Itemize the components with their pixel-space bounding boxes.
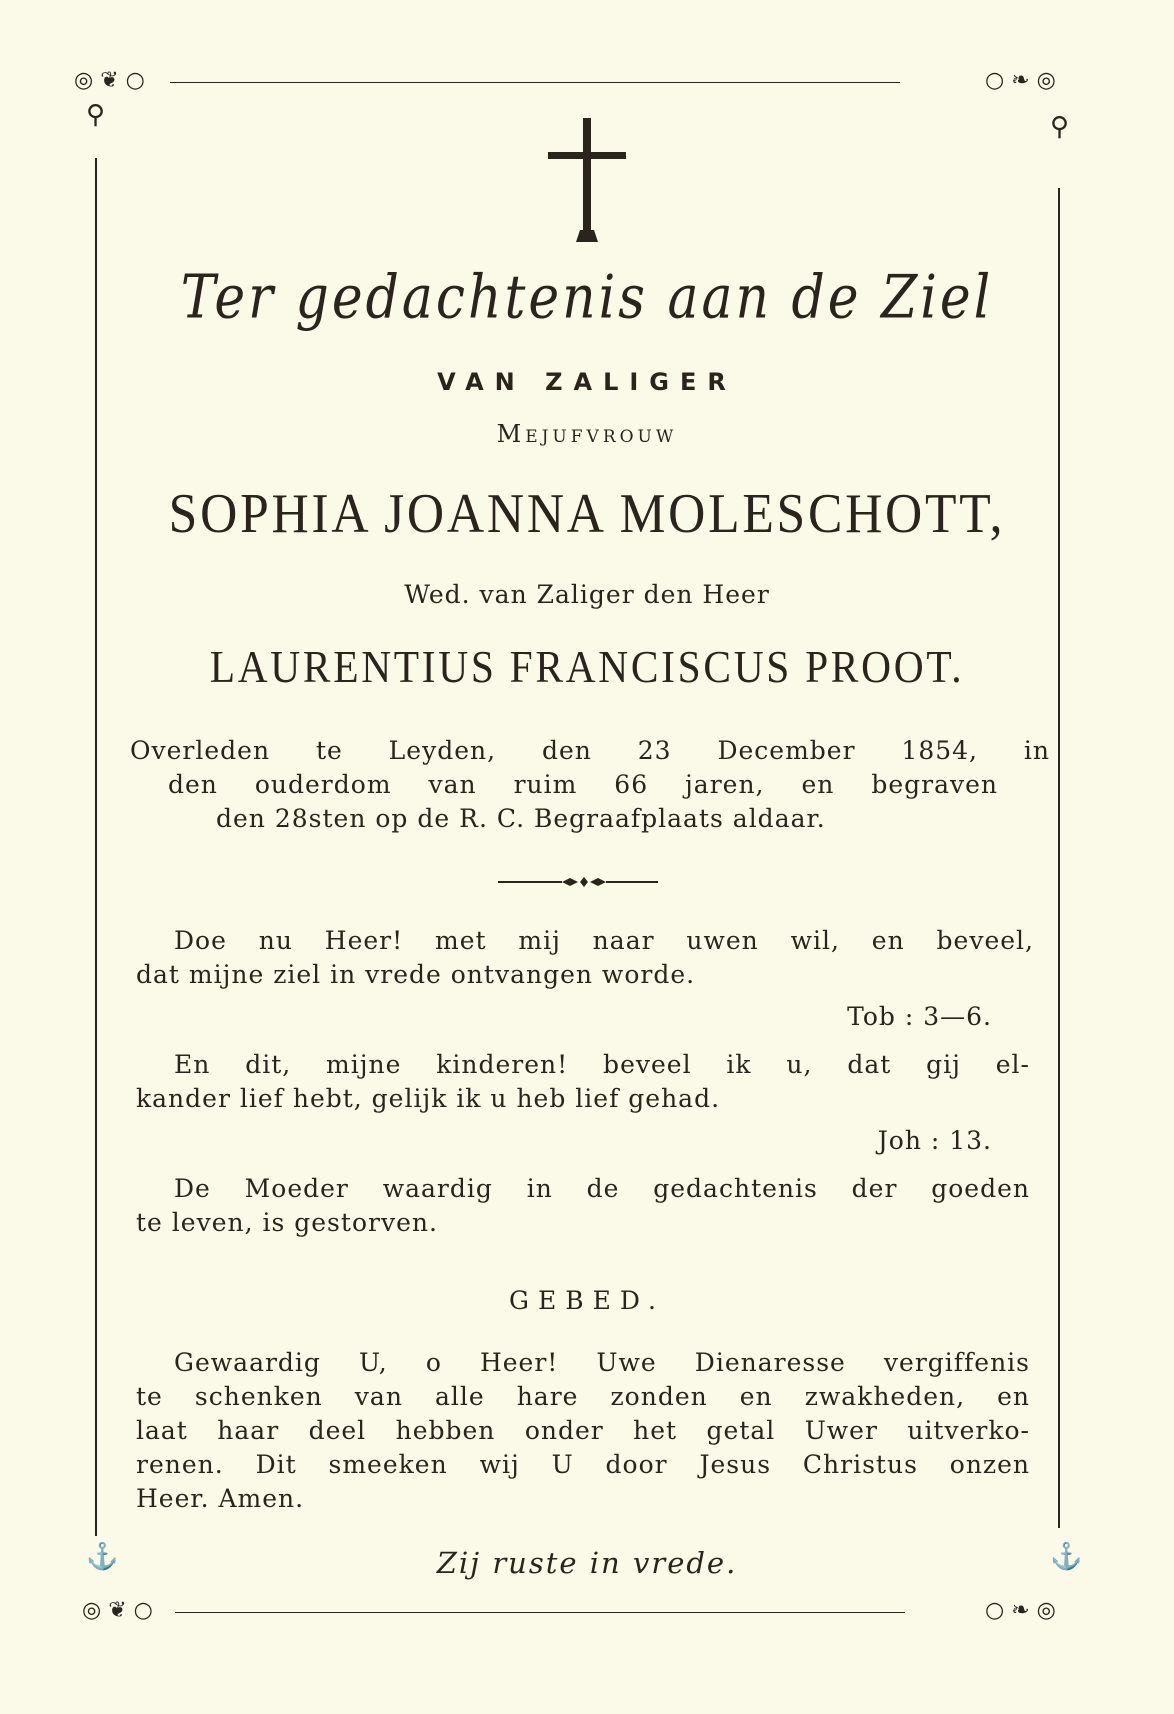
left-border [95,158,97,1536]
prayer-line: Gewaardig U, o Heer! Uwe Dienaresse vergiffenis [174,1348,1030,1377]
prayer-line: Heer. Amen. [136,1484,305,1513]
prayer-line: renen. Dit smeeken wij U door Jesus Christus onzen [136,1450,1030,1479]
widow-line: Wed. van Zaliger den Heer [404,580,770,609]
prayer-title: GEBED. [509,1286,665,1315]
honorific: Mejufvrouw [496,420,678,448]
memorial-subtitle: VAN ZALIGER [437,368,737,396]
verse-line: dat mijne ziel in vrede ontvangen worde. [136,960,696,989]
death-notice-line: den 28sten op de R. C. Begraafplaats aldaar. [216,804,826,833]
prayer-line: laat haar deel hebben onder het getal Uwer uitverko- [136,1416,1030,1445]
top-border [170,82,900,83]
corner-ornament-top-right-icon: ○ ❧ ◎ [985,68,1056,93]
spouse-name: LAURENTIUS FRANCISCUS PROOT. [209,641,965,692]
scroll-ornament-lower-left-icon: ⚓ [86,1542,119,1572]
closing-blessing: Zij ruste in vrede. [436,1546,738,1580]
corner-ornament-top-left-icon: ◎ ❦ ○ [74,68,145,93]
memorial-title: Ter gedachtenis aan de Ziel [180,263,994,333]
verse-reference: Tob : 3—6. [847,1002,992,1031]
verse-line: kander lief hebt, gelijk ik u heb lief gehad. [136,1084,721,1113]
verse-line: Doe nu Heer! met mij naar uwen wil, en beveel, [174,926,1034,955]
corner-ornament-bottom-left-icon: ◎ ❦ ○ [82,1598,153,1623]
death-notice-line: den ouderdom van ruim 66 jaren, en begraven [168,770,998,799]
deceased-name: SOPHIA JOANNA MOLESCHOTT, [168,483,1006,545]
divider-ornament-icon [498,876,658,888]
scroll-ornament-upper-left-icon: ⚲ [86,100,106,130]
bottom-border [175,1612,905,1613]
scroll-ornament-lower-right-icon: ⚓ [1050,1542,1083,1572]
verse-line: En dit, mijne kinderen! beveel ik u, dat gij el- [174,1050,1030,1079]
corner-ornament-bottom-right-icon: ○ ❧ ◎ [985,1598,1056,1623]
verse-line: De Moeder waardig in de gedachtenis der goeden [174,1174,1030,1203]
scroll-ornament-upper-right-icon: ⚲ [1050,112,1070,142]
verse-line: te leven, is gestorven. [136,1208,438,1237]
cross-icon [540,118,634,242]
death-notice-line: Overleden te Leyden, den 23 December 1854, in [130,736,1050,765]
prayer-line: te schenken van alle hare zonden en zwakheden, en [136,1382,1030,1411]
verse-reference: Joh : 13. [877,1126,992,1155]
